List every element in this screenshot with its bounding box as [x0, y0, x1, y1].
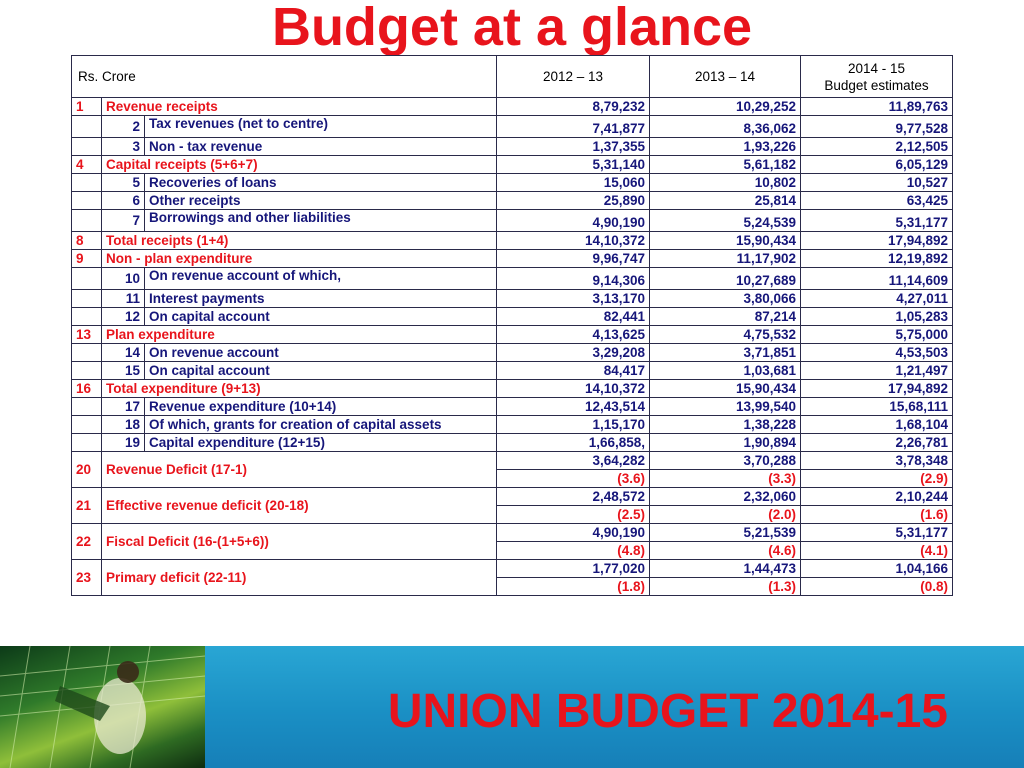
- percent-2013-14: (3.3): [650, 470, 801, 488]
- row-index: 6: [102, 192, 145, 210]
- athlete-photo: [0, 646, 205, 768]
- row-indent: [72, 174, 102, 192]
- value-2013-14: 15,90,434: [650, 380, 801, 398]
- value-2012-13: 15,060: [497, 174, 650, 192]
- row-label: On revenue account: [145, 344, 497, 362]
- budget-table: [71, 55, 953, 596]
- row-index: 1: [72, 98, 102, 116]
- value-2012-13: 4,90,190: [497, 524, 650, 542]
- value-2014-15: 3,78,348: [801, 452, 953, 470]
- table-row: [72, 398, 953, 416]
- value-2012-13: 1,77,020: [497, 560, 650, 578]
- value-2012-13: 2,48,572: [497, 488, 650, 506]
- header-unit: Rs. Crore: [72, 56, 497, 98]
- table-row: [72, 434, 953, 452]
- percent-2012-13: (1.8): [497, 578, 650, 596]
- union-budget-banner: UNION BUDGET 2014-15: [387, 685, 948, 738]
- row-label: Other receipts: [145, 192, 497, 210]
- value-2014-15: 4,27,011: [801, 290, 953, 308]
- value-2013-14: 87,214: [650, 308, 801, 326]
- percent-2014-15: (4.1): [801, 542, 953, 560]
- value-2012-13: 5,31,140: [497, 156, 650, 174]
- value-2012-13: 3,64,282: [497, 452, 650, 470]
- row-index: 3: [102, 138, 145, 156]
- row-index: 2: [102, 116, 145, 138]
- table-row: [72, 192, 953, 210]
- value-2013-14: 10,27,689: [650, 268, 801, 290]
- value-2012-13: 82,441: [497, 308, 650, 326]
- row-index: 12: [102, 308, 145, 326]
- percent-2014-15: (1.6): [801, 506, 953, 524]
- row-label: Total receipts (1+4): [102, 232, 497, 250]
- value-2013-14: 1,44,473: [650, 560, 801, 578]
- row-indent: [72, 362, 102, 380]
- value-2012-13: 25,890: [497, 192, 650, 210]
- row-index: 18: [102, 416, 145, 434]
- row-index: 5: [102, 174, 145, 192]
- value-2013-14: 10,802: [650, 174, 801, 192]
- row-label: Of which, grants for creation of capital assets: [145, 416, 497, 434]
- row-index: 10: [102, 268, 145, 290]
- table-row: [72, 452, 953, 470]
- table-row: [72, 362, 953, 380]
- value-2012-13: 1,15,170: [497, 416, 650, 434]
- percent-2012-13: (3.6): [497, 470, 650, 488]
- percent-2012-13: (2.5): [497, 506, 650, 524]
- value-2014-15: 17,94,892: [801, 380, 953, 398]
- row-index: 22: [72, 524, 102, 560]
- net-graphic: [0, 646, 205, 768]
- row-index: 8: [72, 232, 102, 250]
- row-label: Non - tax revenue: [145, 138, 497, 156]
- row-indent: [72, 138, 102, 156]
- value-2014-15: 1,68,104: [801, 416, 953, 434]
- value-2013-14: 15,90,434: [650, 232, 801, 250]
- footer-banner: [0, 646, 1024, 768]
- value-2014-15: 6,05,129: [801, 156, 953, 174]
- row-index: 14: [102, 344, 145, 362]
- row-indent: [72, 116, 102, 138]
- value-2013-14: 1,38,228: [650, 416, 801, 434]
- table-row: [72, 174, 953, 192]
- row-indent: [72, 344, 102, 362]
- value-2012-13: 4,13,625: [497, 326, 650, 344]
- value-2013-14: 13,99,540: [650, 398, 801, 416]
- value-2012-13: 7,41,877: [497, 116, 650, 138]
- value-2013-14: 3,70,288: [650, 452, 801, 470]
- row-indent: [72, 268, 102, 290]
- value-2014-15: 17,94,892: [801, 232, 953, 250]
- table-row: [72, 308, 953, 326]
- table-row: [72, 98, 953, 116]
- value-2012-13: 4,90,190: [497, 210, 650, 232]
- table-row: [72, 210, 953, 232]
- row-indent: [72, 398, 102, 416]
- row-label: On revenue account of which,: [145, 268, 497, 290]
- table-row: [72, 326, 953, 344]
- table-row: [72, 116, 953, 138]
- row-label: Revenue Deficit (17-1): [102, 452, 497, 488]
- value-2014-15: 2,10,244: [801, 488, 953, 506]
- percent-2014-15: (2.9): [801, 470, 953, 488]
- value-2012-13: 9,14,306: [497, 268, 650, 290]
- value-2014-15: 5,31,177: [801, 210, 953, 232]
- table-row: [72, 488, 953, 506]
- value-2014-15: 1,05,283: [801, 308, 953, 326]
- row-label: Revenue expenditure (10+14): [145, 398, 497, 416]
- row-indent: [72, 290, 102, 308]
- value-2012-13: 9,96,747: [497, 250, 650, 268]
- row-index: 9: [72, 250, 102, 268]
- value-2014-15: 4,53,503: [801, 344, 953, 362]
- row-indent: [72, 434, 102, 452]
- value-2012-13: 3,29,208: [497, 344, 650, 362]
- value-2014-15: 10,527: [801, 174, 953, 192]
- row-label: Plan expenditure: [102, 326, 497, 344]
- row-label: Fiscal Deficit (16-(1+5+6)): [102, 524, 497, 560]
- row-label: Borrowings and other liabilities: [145, 210, 497, 232]
- value-2012-13: 14,10,372: [497, 232, 650, 250]
- header-2013-14: 2013 – 14: [650, 56, 801, 98]
- table-row: [72, 560, 953, 578]
- row-label: Non - plan expenditure: [102, 250, 497, 268]
- value-2012-13: 1,66,858,: [497, 434, 650, 452]
- row-label: Primary deficit (22-11): [102, 560, 497, 596]
- value-2013-14: 4,75,532: [650, 326, 801, 344]
- table-row: [72, 380, 953, 398]
- row-label: Capital expenditure (12+15): [145, 434, 497, 452]
- value-2014-15: 15,68,111: [801, 398, 953, 416]
- value-2012-13: 3,13,170: [497, 290, 650, 308]
- value-2013-14: 5,21,539: [650, 524, 801, 542]
- value-2014-15: 9,77,528: [801, 116, 953, 138]
- percent-2013-14: (2.0): [650, 506, 801, 524]
- row-label: Effective revenue deficit (20-18): [102, 488, 497, 524]
- value-2014-15: 1,21,497: [801, 362, 953, 380]
- row-label: Interest payments: [145, 290, 497, 308]
- row-indent: [72, 308, 102, 326]
- table-row: [72, 268, 953, 290]
- value-2014-15: 2,12,505: [801, 138, 953, 156]
- percent-2013-14: (4.6): [650, 542, 801, 560]
- header-2014-15-year: 2014 - 15: [847, 60, 906, 76]
- value-2014-15: 11,14,609: [801, 268, 953, 290]
- value-2013-14: 1,90,894: [650, 434, 801, 452]
- value-2013-14: 11,17,902: [650, 250, 801, 268]
- table-row: [72, 156, 953, 174]
- header-2014-15-sub: Budget estimates: [824, 77, 929, 93]
- percent-2013-14: (1.3): [650, 578, 801, 596]
- row-index: 17: [102, 398, 145, 416]
- table-row: [72, 290, 953, 308]
- value-2012-13: 8,79,232: [497, 98, 650, 116]
- row-indent: [72, 192, 102, 210]
- row-index: 21: [72, 488, 102, 524]
- table-header-row: [72, 56, 953, 98]
- row-label: On capital account: [145, 308, 497, 326]
- value-2014-15: 12,19,892: [801, 250, 953, 268]
- value-2014-15: 5,75,000: [801, 326, 953, 344]
- row-index: 19: [102, 434, 145, 452]
- row-indent: [72, 416, 102, 434]
- row-label: Total expenditure (9+13): [102, 380, 497, 398]
- value-2012-13: 84,417: [497, 362, 650, 380]
- value-2013-14: 2,32,060: [650, 488, 801, 506]
- row-label: Revenue receipts: [102, 98, 497, 116]
- value-2013-14: 1,93,226: [650, 138, 801, 156]
- row-label: Tax revenues (net to centre): [145, 116, 497, 138]
- value-2013-14: 3,71,851: [650, 344, 801, 362]
- value-2013-14: 3,80,066: [650, 290, 801, 308]
- value-2013-14: 1,03,681: [650, 362, 801, 380]
- page-title: Budget at a glance: [271, 0, 753, 57]
- header-2014-15: [801, 56, 953, 98]
- row-index: 11: [102, 290, 145, 308]
- value-2014-15: 11,89,763: [801, 98, 953, 116]
- row-label: Capital receipts (5+6+7): [102, 156, 497, 174]
- row-index: 20: [72, 452, 102, 488]
- row-index: 15: [102, 362, 145, 380]
- value-2012-13: 1,37,355: [497, 138, 650, 156]
- table-row: [72, 138, 953, 156]
- value-2013-14: 25,814: [650, 192, 801, 210]
- row-indent: [72, 210, 102, 232]
- table-row: [72, 524, 953, 542]
- row-index: 23: [72, 560, 102, 596]
- value-2014-15: 5,31,177: [801, 524, 953, 542]
- value-2013-14: 5,24,539: [650, 210, 801, 232]
- table-row: [72, 416, 953, 434]
- table-row: [72, 250, 953, 268]
- table-row: [72, 232, 953, 250]
- value-2012-13: 14,10,372: [497, 380, 650, 398]
- value-2013-14: 8,36,062: [650, 116, 801, 138]
- value-2013-14: 5,61,182: [650, 156, 801, 174]
- value-2013-14: 10,29,252: [650, 98, 801, 116]
- percent-2014-15: (0.8): [801, 578, 953, 596]
- row-index: 4: [72, 156, 102, 174]
- value-2014-15: 1,04,166: [801, 560, 953, 578]
- row-label: On capital account: [145, 362, 497, 380]
- percent-2012-13: (4.8): [497, 542, 650, 560]
- row-index: 13: [72, 326, 102, 344]
- header-2012-13: 2012 – 13: [497, 56, 650, 98]
- row-index: 16: [72, 380, 102, 398]
- value-2014-15: 63,425: [801, 192, 953, 210]
- value-2014-15: 2,26,781: [801, 434, 953, 452]
- row-label: Recoveries of loans: [145, 174, 497, 192]
- value-2012-13: 12,43,514: [497, 398, 650, 416]
- table-row: [72, 344, 953, 362]
- row-index: 7: [102, 210, 145, 232]
